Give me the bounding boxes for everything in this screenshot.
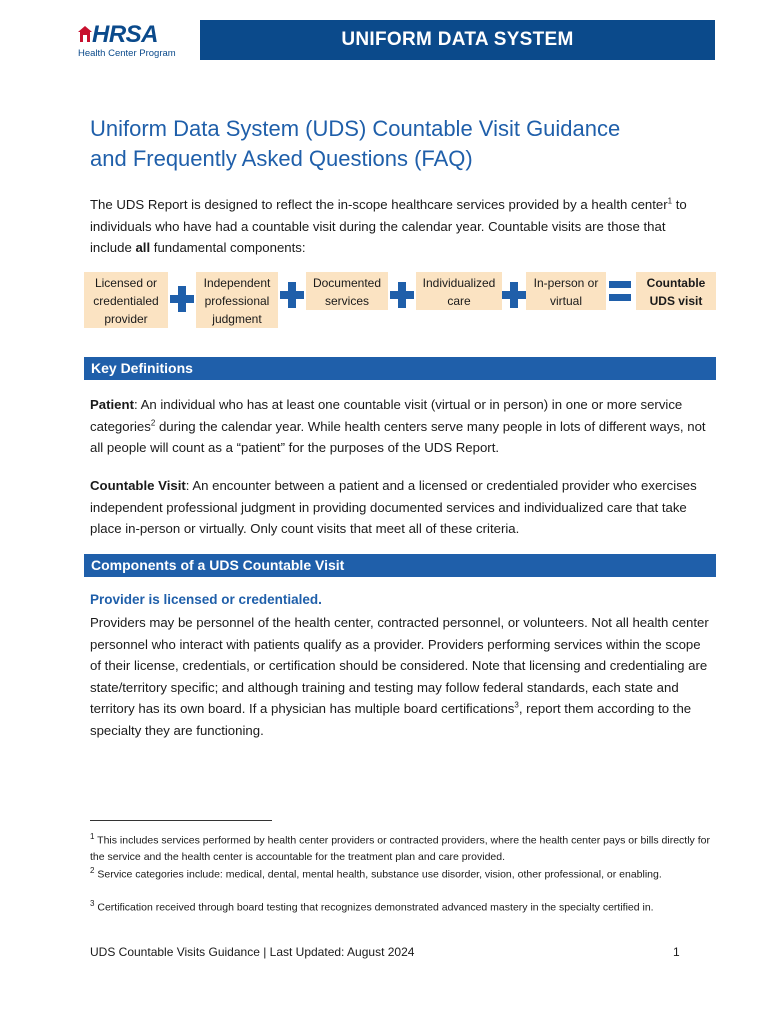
equals-icon (609, 281, 631, 301)
footnote-3 (90, 896, 710, 916)
page-title (90, 114, 720, 174)
provider-text-a: Providers may be personnel of the health center, contracted personnel, or volunteers. Not all health center personnel who interact with patients qualify as a provider. Providers performing services within the scope of their license, credentials, or certification should be considered. Note that licensing and credentialing are state/territory specific; and although training and testing may follow federal standards, each state and territory has its own board. If a physician has multiple board certifications (90, 615, 709, 716)
logo-text: HRSA (92, 21, 159, 48)
uds-banner: UNIFORM DATA SYSTEM (200, 20, 715, 60)
key-definitions-heading: Key Definitions (84, 357, 716, 380)
flow-5-line-2: virtual (549, 294, 582, 308)
provider-text-b: , report them according to the specialty they are functioning. (90, 701, 692, 738)
plus-icon (390, 282, 414, 308)
flow-3-line-2: services (324, 294, 369, 308)
flow-4-line-1: Individualized (422, 276, 496, 290)
flow-countable-visit (636, 272, 716, 310)
flow-independent-judgment (196, 272, 278, 328)
footnote-2 (90, 863, 710, 883)
patient-text-a: : An individual who has at least one countable visit (virtual or in person) in one or more service categories (90, 397, 683, 434)
flow-individualized-care (416, 272, 502, 310)
flow-1-line-1: Licensed or (94, 276, 158, 290)
footnote-3-text: Certification received through board testing that recognizes demonstrated advanced mastery in the specialty certified in. (94, 901, 654, 914)
countable-visit-definition (90, 475, 710, 540)
flow-1-line-2: credentialed (93, 294, 159, 308)
flow-1-line-3: provider (104, 312, 148, 326)
flow-2-line-2: professional (204, 294, 270, 308)
flow-2-line-3: judgment (212, 312, 262, 326)
flow-documented-services (306, 272, 388, 310)
flow-in-person-virtual (526, 272, 606, 310)
hrsa-logo (78, 22, 198, 60)
footnote-2-number: 2 (90, 866, 95, 875)
footer-text: UDS Countable Visits Guidance | Last Updated: August 2024 (90, 945, 415, 959)
flow-4-line-2: care (447, 294, 471, 308)
flow-result-line-2: UDS visit (649, 294, 703, 308)
flow-2-line-1: Independent (203, 276, 271, 290)
provider-subheading: Provider is licensed or credentialed. (90, 592, 322, 607)
title-line-2: and Frequently Asked Questions (FAQ) (90, 146, 473, 171)
footnote-ref-1[interactable]: 1 (667, 196, 673, 206)
flow-5-line-1: In-person or (533, 276, 599, 290)
footnote-divider (90, 820, 272, 821)
footnote-1-text: This includes services performed by health center providers or contracted providers, where the health center pays or bills directly for the service and the health center is accountable for the treatment plan and care provided. (90, 834, 710, 863)
footnote-2-text: Service categories include: medical, dental, mental health, substance use disorder, vision, other professional, or enabling. (94, 868, 662, 881)
footnote-ref-2[interactable]: 2 (150, 418, 156, 428)
footnote-1-number: 1 (90, 832, 95, 841)
flow-3-line-1: Documented (312, 276, 382, 290)
patient-term: Patient (90, 397, 134, 412)
provider-paragraph (90, 612, 710, 741)
countable-visit-text: : An encounter between a patient and a licensed or credentialed provider who exercises independent professional judgment in providing documented services and individualized care that take place in-person or virtually. Only count visits that meet all of these criteria. (90, 478, 697, 536)
intro-text-1: The UDS Report is designed to reflect the in-scope healthcare services provided by a health center (90, 197, 668, 212)
flow-licensed-provider (84, 272, 168, 328)
patient-text-b: during the calendar year. While health centers serve many people in lots of different ways, not all people will count as a “patient” for the purposes of the UDS Report. (90, 418, 706, 455)
intro-text-3: fundamental components: (150, 240, 306, 255)
intro-paragraph (90, 194, 710, 259)
title-line-1: Uniform Data System (UDS) Countable Visit Guidance (90, 116, 621, 141)
countable-visit-term: Countable Visit (90, 478, 186, 493)
page-number: 1 (673, 945, 680, 959)
footnote-ref-3[interactable]: 3 (514, 700, 519, 710)
plus-icon (280, 282, 304, 308)
intro-bold: all (135, 240, 151, 255)
flow-result-line-1: Countable (646, 276, 706, 290)
logo-subtitle: Health Center Program (78, 48, 176, 59)
plus-icon (170, 286, 194, 312)
footnote-3-number: 3 (90, 899, 95, 908)
intro-text-2: to individuals who have had a countable visit during the calendar year. Countable visits are those that include (90, 197, 687, 255)
patient-definition (90, 394, 710, 459)
house-icon (78, 26, 92, 42)
plus-icon (502, 282, 526, 308)
footnote-1 (90, 829, 710, 866)
components-heading: Components of a UDS Countable Visit (84, 554, 716, 577)
